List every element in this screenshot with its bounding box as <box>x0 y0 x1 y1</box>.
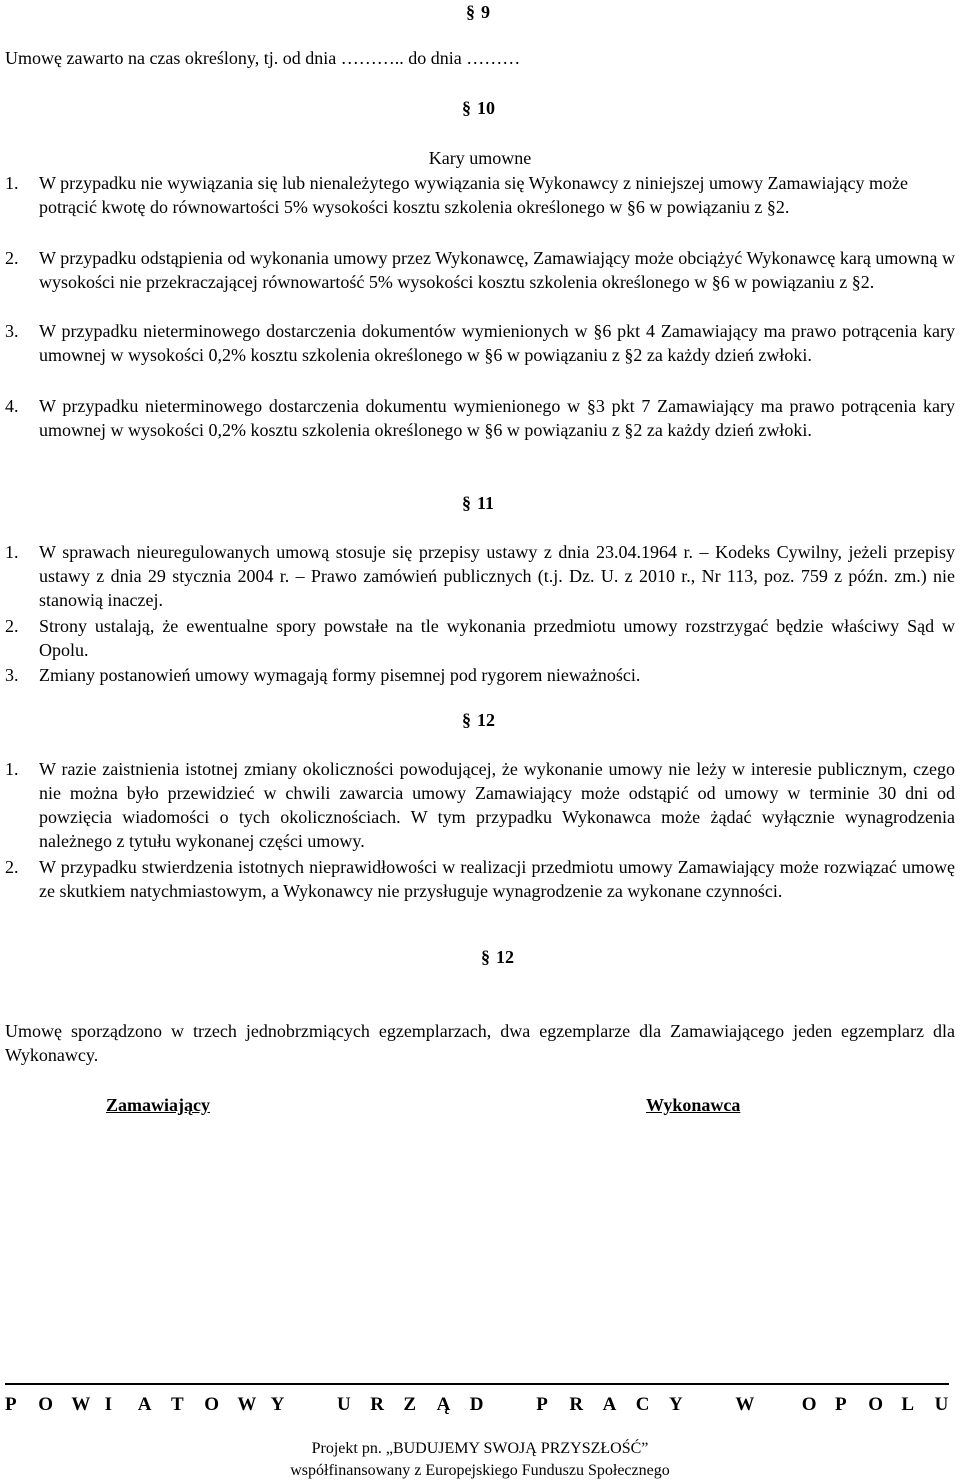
section-9-heading: § 9 <box>466 2 490 22</box>
footer-letter: R <box>569 1394 584 1415</box>
footer-letter: A <box>137 1394 152 1415</box>
footer-letter: U <box>934 1394 949 1415</box>
footer-letter: A <box>602 1394 617 1415</box>
penalties-heading: Kary umowne <box>428 148 532 168</box>
closing-text: Umowę sporządzono w trzech jednobrzmiących egzemplarzach, dwa egzemplarze dla Zamawiającego jeden egzemplarz dla Wykonawcy. <box>5 1021 955 1065</box>
section-12-heading: § 12 <box>462 710 495 730</box>
list-item: 3. Zmiany postanowień umowy wymagają formy pisemnej pod rygorem nieważności. <box>5 665 641 685</box>
list-item: 2. W przypadku stwierdzenia istotnych nieprawidłowości w realizacji przedmiotu umowy Zamawiający może rozwiązać umowę ze skutkiem natychmiastowym, a Wykonawcy nie przysługuje wynagrodzenie za wykonane czynności. <box>5 857 955 901</box>
footer-letter: W <box>71 1394 91 1415</box>
footer-letter: Ą <box>436 1394 451 1415</box>
list-item: 1. W razie zaistnienia istotnej zmiany okoliczności powodującej, że wykonanie umowy nie leży w interesie publicznym, czego nie można było przewidzieć w chwili zawarcia umowy Zamawiający może odstąpić od umowy w terminie 30 dni od powzięcia wiadomości o tych okolicznościach. W tym przypadku Wykonawca może żądać wyłącznie wynagrodzenia należnego z tytułu wykonanej części umowy. <box>5 759 955 851</box>
footer-letter: O <box>801 1394 817 1415</box>
footer-letter: U <box>337 1394 351 1415</box>
list-item: 1. W sprawach nieuregulowanych umową stosuje się przepisy ustawy z dnia 23.04.1964 r. – Kodeks Cywilny, jeżeli przepisy ustawy z dnia 29 stycznia 2004 r. – Prawo zamówień publicznych (t.j. Dz. U. z 2010 r., Nr 113, poz. 759 z późn. zm.) nie stanowią inaczej. <box>5 542 955 610</box>
footer-letter: W <box>735 1394 755 1415</box>
list-item: 2. Strony ustalają, że ewentualne spory powstałe na tle wykonania przedmiotu umowy rozstrzygać będzie właściwy Sąd w Opolu. <box>5 616 955 660</box>
footer-letter: I <box>104 1394 112 1415</box>
footer-letter: Y <box>669 1394 683 1415</box>
list-item: 4. W przypadku nieterminowego dostarczenia dokumentu wymienionego w §3 pkt 7 Zamawiający ma prawo potrącenia kary umownej w wysokości 0,2% kosztu szkolenia określonego w §6 w powiązaniu z §2 za każdy dzień zwłoki. <box>5 396 955 440</box>
footer-divider <box>5 1383 949 1385</box>
list-item: 2. W przypadku odstąpienia od wykonania umowy przez Wykonawcę, Zamawiający może obciążyć Wykonawcę karą umowną w wysokości nie przekraczającej równowartość 5% wysokości kosztu szkolenia określonego w §6 w powiązaniu z §2. <box>5 248 955 292</box>
list-item: 3. W przypadku nieterminowego dostarczenia dokumentów wymienionych w §6 pkt 4 Zamawiający ma prawo potrącenia kary umownej w wysokości 0,2% kosztu szkolenia określonego w §6 w powiązaniu z §2 za każdy dzień zwłoki. <box>5 321 955 365</box>
contract-term-text: Umowę zawarto na czas określony, tj. od dnia ……….. do dnia ……… <box>5 48 521 68</box>
footer-project: Projekt pn. „BUDUJEMY SWOJĄ PRZYSZŁOŚĆ” <box>311 1440 649 1457</box>
footer-letter: O <box>868 1394 883 1415</box>
footer-letter: L <box>901 1394 915 1415</box>
list-item: 1. W przypadku nie wywiązania się lub nienależytego wywiązania się Wykonawcy z niniejszej umowy Zamawiający może potrącić kwotę do równowartości 5% wysokości kosztu szkolenia określonego w §6 w powiązaniu z §2. <box>5 173 908 217</box>
signature-right: Wykonawca <box>646 1095 741 1115</box>
footer-funding: współfinansowany z Europejskiego Funduszu Społecznego <box>290 1462 670 1479</box>
footer-letter: D <box>469 1394 484 1415</box>
footer-letter: C <box>635 1394 650 1415</box>
signature-left: Zamawiający <box>106 1095 210 1115</box>
section-10-heading: § 10 <box>462 98 495 118</box>
footer-letter: Y <box>270 1394 285 1415</box>
footer-letter: R <box>370 1394 384 1415</box>
footer-letter: T <box>171 1394 184 1415</box>
footer-letter: O <box>38 1394 53 1415</box>
footer-letter: P <box>536 1394 548 1415</box>
footer-letter: W <box>237 1394 257 1415</box>
footer-letter: Z <box>403 1394 417 1415</box>
section-12b-heading: § 12 <box>481 947 514 967</box>
footer-letter: P <box>835 1394 847 1415</box>
section-symbol: § <box>466 2 475 22</box>
section-11-heading: § 11 <box>462 493 495 513</box>
footer-letter: P <box>5 1394 17 1415</box>
footer-letter: O <box>204 1394 219 1415</box>
